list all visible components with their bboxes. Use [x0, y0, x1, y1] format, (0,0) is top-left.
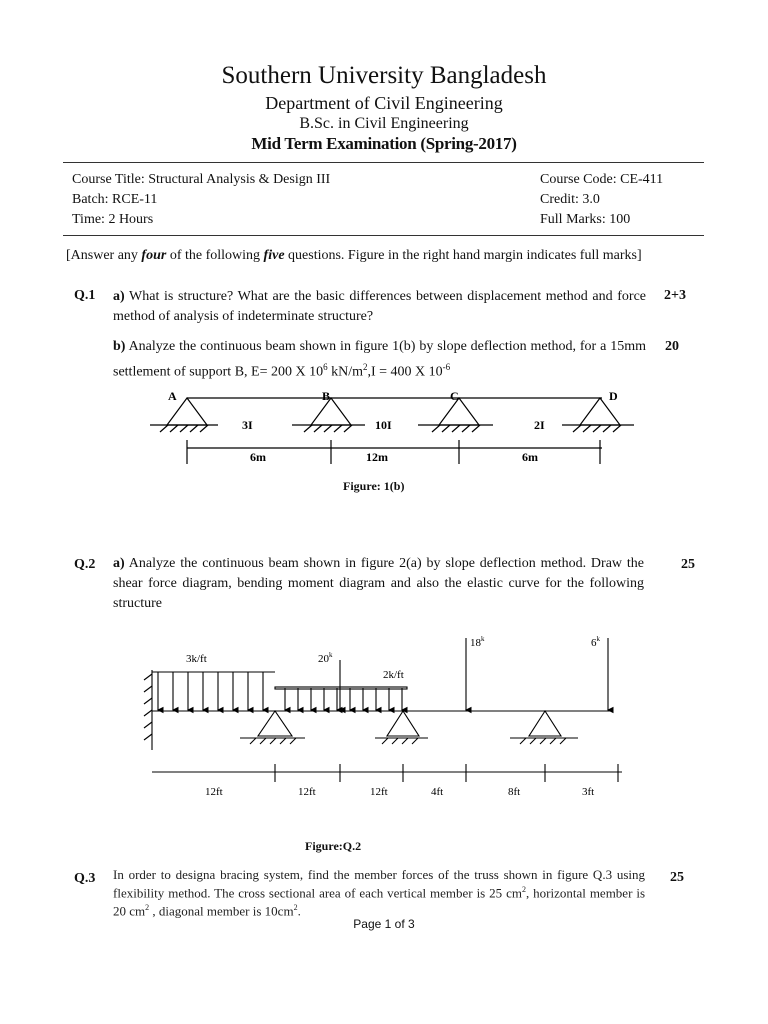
inertia-label-3: 2I: [534, 418, 545, 432]
inertia-label-1: 3I: [242, 418, 253, 432]
load-label-20k: 20$^k$: [318, 651, 333, 665]
load-label-18k: 18$^k$: [470, 635, 485, 649]
load-label-3kft: 3k/ft: [186, 653, 207, 665]
university-name: Southern University Bangladesh: [221, 62, 547, 89]
span-label-3: 6m: [522, 450, 538, 464]
support-label-c: C: [450, 389, 459, 403]
support-label-a: A: [168, 389, 177, 403]
question-2a-text: a) Analyze the continuous beam shown in figure 2(a) by slope deflection method. Draw the shear force diagram, bending moment diagram and also the elastic curve for the following structure: [113, 556, 644, 611]
support-d: [562, 398, 634, 432]
course-code: Course Code: CE-411: [540, 172, 664, 187]
span-label-q2-6: 3ft: [582, 786, 595, 798]
inertia-label-2: 10I: [375, 418, 392, 432]
header-rule-top: [63, 162, 704, 163]
dimension-line-q2: [152, 764, 622, 782]
program-name: B.Sc. in Civil Engineering: [299, 115, 469, 132]
header-rule-bottom: [63, 235, 704, 236]
span-label-q2-4: 4ft: [431, 786, 444, 798]
instructions: [Answer any four of the following five questions. Figure in the right hand margin indicates full marks]: [66, 248, 642, 263]
figure-q2-beam-diagram: [0, 630, 768, 805]
span-label-q2-3: 12ft: [370, 786, 388, 798]
support-label-b: B: [322, 389, 331, 403]
figure-1b-beam-diagram: [0, 380, 768, 480]
udl-3kft: [152, 672, 275, 710]
question-number-3: Q.3: [74, 871, 96, 886]
question-2-marks: 25: [681, 557, 695, 572]
question-1b-text: b) Analyze the continuous beam shown in figure 1(b) by slope deflection method, for a 15mm settlement of support B, E= 200 X $10^6$ $kN/m^2,I = 400$ X $10^{-6}$: [113, 339, 646, 380]
question-number-1: Q.1: [74, 288, 96, 303]
udl-2kft: [275, 687, 407, 710]
course-title: Course Title: Structural Analysis & Design III: [72, 172, 331, 187]
question-1a-text: a) What is structure? What are the basic differences between displacement method and force method of analysis of indeterminate structure?: [113, 289, 646, 324]
department-name: Department of Civil Engineering: [265, 93, 503, 113]
page-number: Page 1 of 3: [353, 917, 415, 931]
support-label-d: D: [609, 389, 618, 403]
span-label-q2-5: 8ft: [508, 786, 521, 798]
figure-q2-caption: Figure:Q.2: [305, 839, 362, 853]
span-label-1: 6m: [250, 450, 266, 464]
support-q2-3: [510, 711, 578, 744]
span-label-q2-2: 12ft: [298, 786, 316, 798]
span-label-2: 12m: [366, 450, 388, 464]
load-label-6k: 6$^k$: [591, 635, 600, 649]
figure-1b-caption: Figure: 1(b): [343, 479, 405, 493]
credit: Credit: 3.0: [540, 192, 600, 207]
support-q2-2: [375, 711, 428, 744]
load-label-2kft: 2k/ft: [383, 669, 404, 681]
support-a: [150, 398, 218, 432]
question-1b-marks: 20: [665, 339, 679, 354]
question-3-marks: 25: [670, 870, 684, 885]
support-b: [292, 398, 365, 432]
exam-time: Time: 2 Hours: [72, 212, 154, 227]
question-number-2: Q.2: [74, 557, 96, 572]
exam-title: Mid Term Examination (Spring-2017): [251, 134, 517, 153]
support-c: [418, 398, 493, 432]
fixed-support: [144, 670, 152, 750]
support-q2-1: [240, 711, 305, 744]
batch: Batch: RCE-11: [72, 192, 158, 207]
span-label-q2-1: 12ft: [205, 786, 223, 798]
question-3-text: In order to designa bracing system, find the member forces of the truss shown in figure Q.3 using flexibility method. The cross sectional area of each vertical member is 25 $cm^2$, horizontal member is 20 $cm^2$ , diagonal member is $10cm^2$.: [113, 867, 646, 919]
full-marks: Full Marks: 100: [540, 212, 631, 227]
question-1a-marks: 2+3: [664, 288, 686, 303]
